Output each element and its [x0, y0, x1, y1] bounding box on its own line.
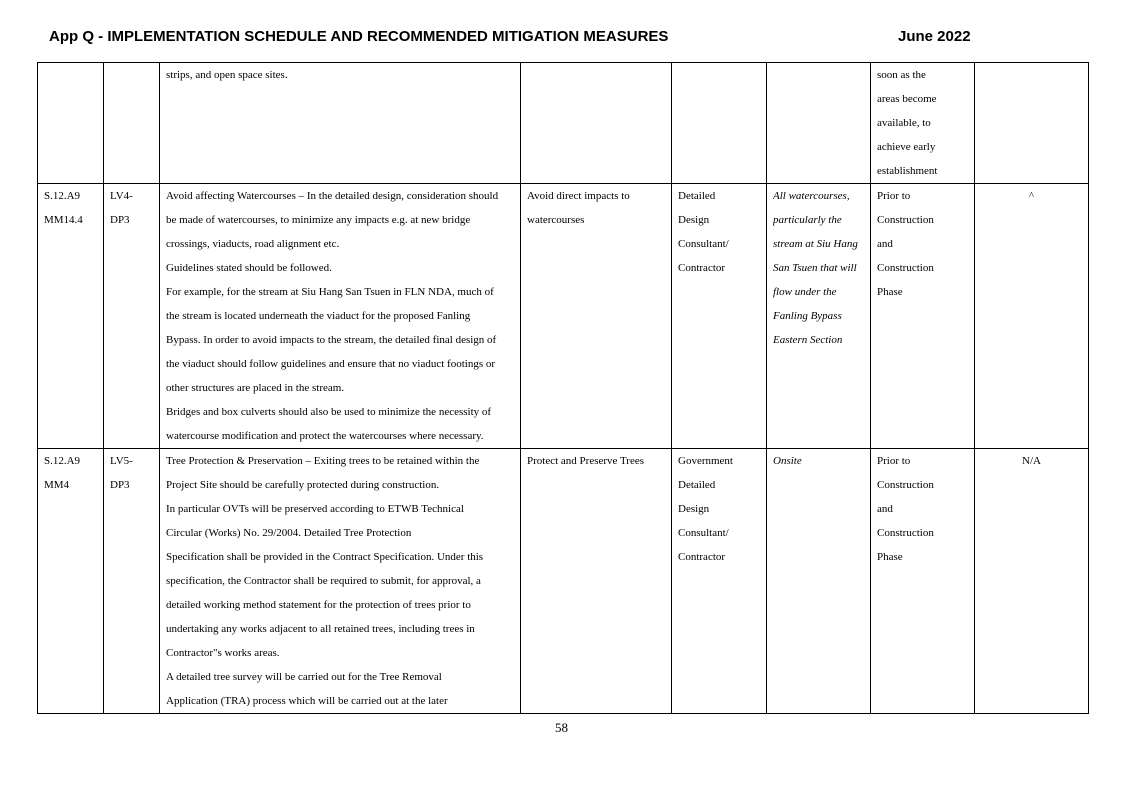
cell-line: other structures are placed in the stream. — [166, 382, 345, 394]
cell-line: Prior to — [877, 455, 911, 467]
location-cell — [767, 63, 871, 184]
timing-cell — [871, 184, 975, 449]
cell-line: the stream is located underneath the viaduct for the proposed Fanling — [166, 310, 471, 322]
status-cell — [975, 449, 1089, 714]
cell-line: Government — [678, 455, 733, 467]
cell-line: Tree Protection & Preservation – Exiting trees to be retained within the — [166, 455, 480, 467]
cell-line: Avoid direct impacts to — [527, 190, 630, 202]
measure-code-cell — [104, 184, 160, 449]
status-cell — [975, 184, 1089, 449]
cell-line: particularly the — [773, 214, 842, 226]
measure-code-cell — [104, 63, 160, 184]
eia-reference-cell — [38, 449, 104, 714]
cell-line: Eastern Section — [773, 334, 843, 346]
cell-line: Application (TRA) process which will be carried out at the later — [166, 695, 448, 707]
cell-line: For example, for the stream at Siu Hang San Tsuen in FLN NDA, much of — [166, 286, 494, 298]
page-header — [0, 0, 1123, 62]
cell-line: Specification shall be provided in the Contract Specification. Under this — [166, 551, 484, 563]
cell-line: In particular OVTs will be preserved according to ETWB Technical — [166, 503, 464, 515]
cell-line: soon as the — [877, 69, 926, 81]
cell-line: ^ — [1028, 190, 1035, 202]
cell-line: Consultant/ — [678, 238, 729, 250]
mitigation-measure-cell — [160, 63, 521, 184]
eia-reference-cell — [38, 63, 104, 184]
cell-line: the viaduct should follow guidelines and ensure that no viaduct footings or — [166, 358, 496, 370]
cell-line: Construction — [877, 262, 934, 274]
status-cell — [975, 63, 1089, 184]
eia-reference-cell — [38, 184, 104, 449]
implementation-schedule-table — [37, 62, 1089, 714]
implementation-agent-cell — [672, 63, 767, 184]
cell-line: stream at Siu Hang — [773, 238, 858, 250]
location-cell — [767, 449, 871, 714]
cell-line: MM14.4 — [44, 214, 83, 226]
cell-line: establishment — [877, 165, 938, 177]
table-row — [38, 184, 1089, 449]
cell-line: S.12.A9 — [44, 190, 81, 202]
objective-cell — [521, 184, 672, 449]
cell-line: be made of watercourses, to minimize any impacts e.g. at new bridge — [166, 214, 471, 226]
cell-line: Avoid affecting Watercourses – In the detailed design, consideration should — [166, 190, 499, 202]
cell-line: Contractor"s works areas. — [166, 647, 280, 659]
cell-line: Construction — [877, 214, 934, 226]
cell-line: undertaking any works adjacent to all retained trees, including trees in — [166, 623, 475, 635]
mitigation-measure-cell — [160, 449, 521, 714]
cell-line: LV4- — [110, 190, 133, 202]
cell-line: Construction — [877, 527, 934, 539]
page-number: 58 — [555, 720, 568, 735]
measure-code-cell — [104, 449, 160, 714]
cell-line: Design — [678, 214, 710, 226]
location-cell — [767, 184, 871, 449]
cell-line: detailed working method statement for the protection of trees prior to — [166, 599, 471, 611]
timing-cell — [871, 449, 975, 714]
table-row — [38, 449, 1089, 714]
cell-line: Circular (Works) No. 29/2004. Detailed Tree Protection — [166, 527, 412, 539]
cell-line: Construction — [877, 479, 934, 491]
cell-line: Protect and Preserve Trees — [527, 455, 645, 467]
cell-line: N/A — [1022, 455, 1041, 467]
cell-line: DP3 — [110, 479, 130, 491]
cell-line: DP3 — [110, 214, 130, 226]
objective-cell — [521, 63, 672, 184]
cell-line: Project Site should be carefully protected during construction. — [166, 479, 440, 491]
mitigation-measure-cell — [160, 184, 521, 449]
cell-line: Bridges and box culverts should also be used to minimize the necessity of — [166, 406, 492, 418]
cell-line: available, to — [877, 117, 931, 129]
cell-line: achieve early — [877, 141, 936, 153]
implementation-agent-cell — [672, 449, 767, 714]
cell-line: Fanling Bypass — [773, 310, 842, 322]
cell-line: Contractor — [678, 551, 726, 563]
cell-line: S.12.A9 — [44, 455, 81, 467]
cell-line: and — [877, 238, 893, 250]
cell-line: Phase — [877, 286, 903, 298]
objective-cell — [521, 449, 672, 714]
cell-line: Onsite — [773, 455, 802, 467]
cell-line: crossings, viaducts, road alignment etc. — [166, 238, 340, 250]
cell-line: A detailed tree survey will be carried out for the Tree Removal — [166, 671, 442, 683]
cell-line: San Tsuen that will — [773, 262, 857, 274]
cell-line: Consultant/ — [678, 527, 729, 539]
cell-line: specification, the Contractor shall be required to submit, for approval, a — [166, 575, 481, 587]
implementation-agent-cell — [672, 184, 767, 449]
cell-line: All watercourses, — [773, 190, 850, 202]
cell-line: LV5- — [110, 455, 133, 467]
cell-line: Bypass. In order to avoid impacts to the stream, the detailed final design of — [166, 334, 497, 346]
cell-line: MM4 — [44, 479, 70, 491]
cell-line: watercourses — [527, 214, 585, 226]
timing-cell — [871, 63, 975, 184]
cell-line: strips, and open space sites. — [166, 69, 288, 81]
document-date: June 2022 — [898, 28, 971, 45]
cell-line: areas become — [877, 93, 937, 105]
cell-line: Design — [678, 503, 710, 515]
cell-line: Contractor — [678, 262, 726, 274]
cell-line: Detailed — [678, 479, 716, 491]
cell-line: Prior to — [877, 190, 911, 202]
document-title: App Q - IMPLEMENTATION SCHEDULE AND RECOMMENDED MITIGATION MEASURES — [49, 28, 669, 45]
cell-line: Guidelines stated should be followed. — [166, 262, 332, 274]
table-row — [38, 63, 1089, 184]
cell-line: watercourse modification and protect the watercourses where necessary. — [166, 430, 484, 442]
cell-line: and — [877, 503, 893, 515]
cell-line: flow under the — [773, 286, 837, 298]
cell-line: Detailed — [678, 190, 716, 202]
cell-line: Phase — [877, 551, 903, 563]
